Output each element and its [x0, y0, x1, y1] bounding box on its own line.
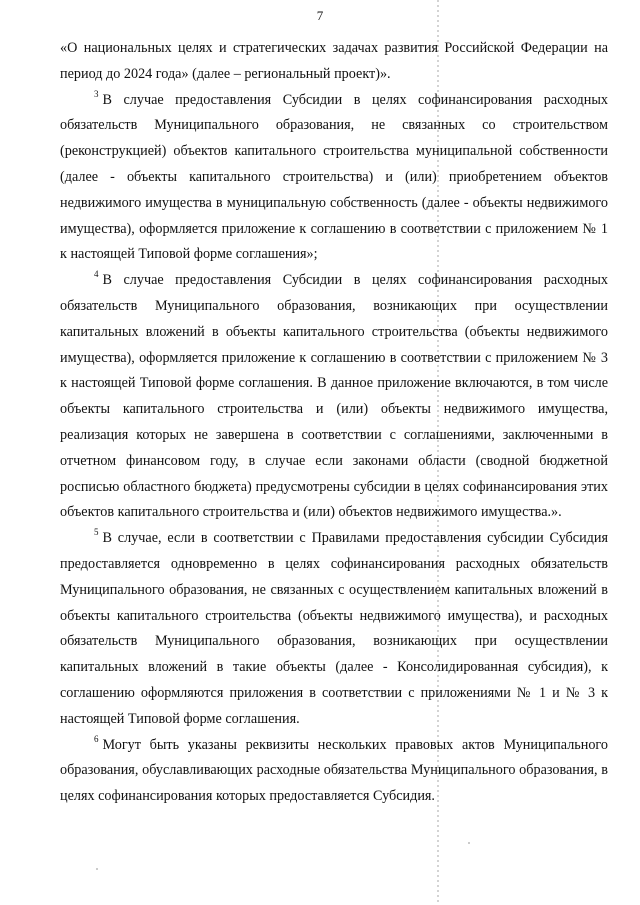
footnote-paragraph-4	[60, 268, 608, 526]
paragraph-text: В случае предоставления Субсидии в целях софинансирования расходных обязательств Муниципального образования, не связанных со строительством (реконструкцией) объектов капитального строительства муниципальной собственности (далее - объекты капитального строительства) и (или) приобретением объектов недвижимого имущества в муниципальную собственность (далее - объекты недвижимого имущества), оформляется приложение к соглашению в соответствии с приложением № 1 к настоящей Типовой форме соглашения»;	[60, 91, 608, 263]
footnote-marker: 6	[94, 733, 99, 744]
paragraph-continuation	[60, 36, 608, 88]
paragraph-text: В случае предоставления Субсидии в целях софинансирования расходных обязательств Муниципального образования, возникающих при осуществлении капитальных вложений в объекты капитального строительства (объекты недвижимого имущества), оформляется приложение к соглашению в соответствии с приложением № 3 к настоящей Типовой форме соглашения. В данное приложение включаются, в том числе объекты капитального строительства и (или) объекты недвижимого имущества, реализация которых не завершена в соответствии с соглашениями, заключенными в отчетном финансовом году, в случае если законами области (сводной бюджетной росписью областного бюджета) предусмотрены субсидии в целях софинансирования этих объектов капитального строительства и (или) объектов недвижимого имущества.».	[60, 272, 608, 521]
footnote-marker: 3	[94, 88, 99, 99]
footnote-marker: 5	[94, 527, 99, 538]
paragraph-text: «О национальных целях и стратегических задачах развития Российской Федерации на период до 2024 года» (далее – региональный проект)».	[60, 40, 608, 82]
footnote-paragraph-3	[60, 88, 608, 269]
scan-speck	[96, 868, 98, 870]
footnote-paragraph-6	[60, 733, 608, 810]
paragraph-text: Могут быть указаны реквизиты нескольких правовых актов Муниципального образования, обуславливающих расходные обязательства Муниципального образования, в целях софинансирования которых предоставляется Субсидия.	[60, 736, 608, 805]
scan-speck	[468, 842, 470, 844]
paragraph-text: В случае, если в соответствии с Правилами предоставления субсидии Субсидия предоставляется одновременно в целях софинансирования расходных обязательств Муниципального образования, не связанных с осуществлением капитальных вложений в объекты капитального строительства (объекты недвижимого имущества), и расходных обязательств Муниципального образования, возникающих при осуществлении капитальных вложений в такие объекты (далее - Консолидированная субсидия), к соглашению оформляются приложения в соответствии с приложениями № 1 и № 3 к настоящей Типовой форме соглашения.	[60, 530, 608, 727]
footnote-paragraph-5	[60, 526, 608, 732]
page-number: 7	[316, 8, 324, 23]
footnote-marker: 4	[94, 269, 99, 280]
document-body	[60, 36, 608, 810]
